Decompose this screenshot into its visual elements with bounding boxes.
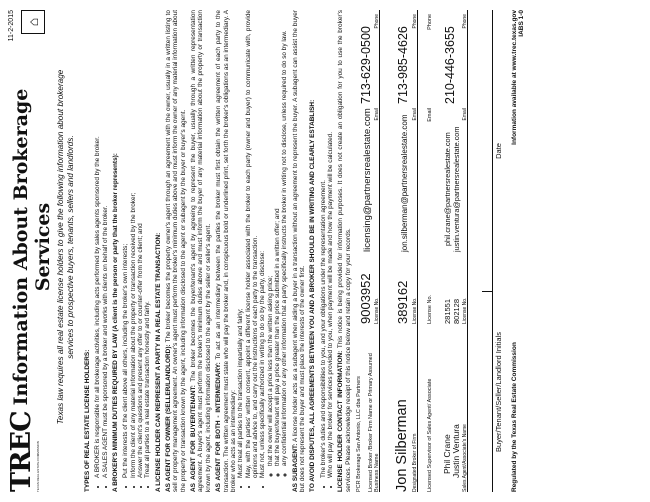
list-item: ◦ that the owner will accept a price less than the written asking price; (267, 10, 274, 466)
designated-broker-cell (389, 324, 417, 492)
initials-label: Buyer/Tenant/Seller/Landlord Initials (494, 331, 503, 453)
broker-email-value: licensing@partnersrealestate.com (362, 108, 373, 252)
list-item: • Answer the client's questions and present any offer to or counter-offer from the client; and (137, 10, 144, 478)
form-date: 11-2-2015 (8, 10, 15, 42)
contact-info-paragraph (337, 10, 352, 492)
sales-license-1: 281551 (443, 298, 452, 324)
logo-text: TREC (6, 411, 37, 492)
owner-paragraph (165, 10, 187, 492)
subagent-text: A license holder acts as a subagent when aiding a buyer in a transaction without an agreement to represent the buyer. A subagent can assist the buyer but does not represent the buyer and must place the interests of the owner first. (291, 10, 306, 492)
disputes-list (320, 10, 335, 492)
broker-license-cell (355, 252, 379, 324)
duties-heading: A BROKER'S MINIMUM DUTIES REQUIRED BY LAW (A client is the person or party that the broker represents): (112, 153, 120, 492)
sales-email-2: justin.ventura@partnersrealestate.com (452, 126, 461, 252)
designated-email-cell (389, 104, 417, 252)
sales-agent-row (427, 10, 468, 492)
owner-head: AS AGENT FOR OWNER (SELLER/LANDLORD): (165, 344, 173, 492)
designated-broker-caption: Designated Broker of Firm (412, 433, 418, 492)
list-item: • Inform the client of any material information about the property or transaction received by the broker; (130, 10, 137, 478)
sales-email-1: phil.crane@partnersrealestate.com (443, 132, 452, 246)
document-footer (511, 10, 525, 492)
broker-license-caption: License No. (374, 297, 380, 324)
sales-phone-cell (427, 10, 467, 104)
list-item: • May, with the parties' written consent, appoint a different license holder associated with the broker to each party (owner and buyer) to communicate with, provide opinions and advice to, and carry out the instructions of each party to the transaction. (245, 10, 260, 478)
buyer-head: AS AGENT FOR BUYER/TENANT: (190, 385, 198, 492)
types-list (94, 10, 109, 492)
page-title: Information About Brokerage Services (10, 88, 54, 406)
broker-phone-cell (355, 10, 379, 104)
broker-phone-value: 713-629-0500 (359, 26, 373, 104)
broker-email-caption: Email (374, 108, 380, 121)
initials-box[interactable] (482, 291, 492, 492)
sales-agent-name-2: Justin Ventura (451, 424, 461, 478)
sales-email-caption: Email (462, 108, 468, 121)
sales-agent-cell (427, 324, 467, 492)
sales-phone-top-caption: Phone (427, 14, 433, 30)
logo-subtext: TEXAS REAL ESTATE COMMISSION (36, 441, 40, 492)
sales-email-cell (427, 104, 467, 252)
document-body (84, 10, 352, 492)
list-item: • Must not, unless specifically authorized in writing to do so by the party, disclose: (259, 10, 266, 478)
both-head: AS AGENT FOR BOTH - INTERMEDIARY: (215, 362, 223, 492)
list-item: • A SALES AGENT must be sponsored by a broker and works with clients on behalf of the broker. (102, 10, 109, 478)
broker-firm-cell (355, 324, 379, 492)
buyer-paragraph (190, 10, 212, 492)
broker-license-value: 9003952 (358, 273, 373, 324)
initials-captions (494, 10, 503, 492)
represent-heading: A LICENSE HOLDER CAN REPRESENT A PARTY IN A REAL ESTATE TRANSACTION: (154, 232, 162, 492)
types-heading: TYPES OF REAL ESTATE LICENSE HOLDERS: (84, 349, 91, 492)
title-block (8, 62, 76, 432)
supervisor-caption: Licensed Supervisor of Sales Agent/ Associate (427, 378, 433, 492)
broker-firm-row (355, 10, 380, 492)
footer-info: Information available at www.trec.texas.gov (511, 10, 518, 145)
form-id: IABS 1-0 (518, 10, 525, 37)
broker-email-cell (355, 104, 379, 252)
sales-agent-caption: Sales Agent/Associate's Name (462, 424, 468, 492)
list-item: • The broker's duties and responsibilities to you, and your obligations under the representation agreement. (320, 10, 327, 478)
sales-license-top-caption: License No. (427, 294, 433, 324)
designated-broker-row (389, 10, 418, 492)
subagent-paragraph (292, 10, 307, 492)
list-item: • A BROKER is responsible for all brokerage activities, including acts performed by sales agents sponsored by the broker. (94, 10, 101, 478)
list-item: ◦ that the buyer/tenant will pay a price greater than the price submitted in a written offer; and (274, 10, 281, 466)
duties-list (122, 10, 151, 492)
designated-license-cell (389, 252, 417, 324)
designated-phone-cell (389, 10, 417, 104)
designated-email-value: jon.silberman@partnersrealestate.com (400, 114, 409, 252)
sales-agent-name-1: Phil Crane (442, 434, 452, 474)
date-label: Date (494, 143, 503, 159)
both-sublist (267, 10, 289, 492)
contact-info-head: LICENSE HOLDER CONTACT INFORMATION: (337, 350, 345, 492)
initials-line (482, 10, 493, 492)
both-list (237, 10, 266, 492)
trec-logo (6, 411, 40, 492)
owner-text: The broker becomes the property owner's agent through an agreement with the owner, usually in a written listing to sell or property management agreement. An owner's agent must perform the broker's minimum duties above and must inform the owner of any material information about the property or transaction known by the agent, including information disclosed to the agent or subagent by the buyer or buyer's agent. (165, 10, 187, 492)
document-header (8, 10, 76, 492)
list-item: ◦ any confidential information or any other information that a party specifically instructs the broker in writing not to disclose, unless required to do so by law. (281, 10, 288, 466)
sales-license-caption: License No. (462, 297, 468, 324)
list-item: • Who will pay the broker for services provided to you, when payment will be made and how the payment will be calculated. (327, 10, 334, 478)
designated-license-value: 389162 (395, 280, 410, 324)
broker-phone-caption: Phone (374, 14, 380, 29)
designated-email-caption: Email (412, 108, 418, 121)
date-box[interactable] (482, 10, 492, 291)
both-text: To act as an intermediary between the parties the broker must first obtain the written agreement of each party to the transaction. The written agreement must state who will pay the broker and, in conspicuous bold or underlined print, set forth the broker's obligations as an intermediary. A broker who acts as an intermediary: (215, 10, 237, 492)
broker-firm-caption: Licensed Broker /Broker Firm Name or Primary Assumed Business Name (368, 353, 380, 492)
page-subtitle: Texas law requires all real estate license holders to give the following information about brokerage services to prospective buyers, tenants, sellers and landlords. (56, 69, 75, 425)
sales-phone-caption: Phone (462, 14, 468, 29)
footer-right (511, 10, 525, 145)
sales-email-top-caption: Email (427, 108, 433, 122)
header-meta (8, 10, 45, 62)
sales-license-cell (427, 252, 467, 324)
disputes-heading: TO AVOID DISPUTES, ALL AGREEMENTS BETWEEN YOU AND A BROKER SHOULD BE IN WRITING AND CLEARLY ESTABLISH: (309, 99, 317, 492)
designated-phone-caption: Phone (412, 14, 418, 29)
buyer-text: The broker becomes the buyer/tenant's agent by agreeing to represent the buyer, usually through a written representation agreement. A buyer's agent must perform the broker's minimum duties above and must inform the buyer of any material information about the property or transaction known by the agent, including information disclosed to the agent by the seller or seller's agent. (190, 10, 212, 492)
list-item: • Put the interests of the client above all others, including the broker's own interests; (122, 10, 129, 478)
contact-info-text: This notice is being provided for information purposes. It does not create an obligation for you to use the broker's services. Please acknowledge receipt of this notice below and retain a copy for your records. (337, 10, 352, 492)
designated-license-caption: License No. (412, 297, 418, 324)
sales-license-2: 802128 (452, 298, 461, 324)
footer-regulated: Regulated by the Texas Real Estate Commission (511, 342, 518, 492)
both-paragraph (215, 10, 237, 492)
broker-firm-name: PCR Brokerage San Antonio, LLC dba Partners (356, 376, 362, 492)
designated-phone-value: 713-985-4626 (396, 26, 410, 104)
sales-phone-value: 210-446-3655 (443, 26, 457, 104)
equal-housing-icon: ⌂ (21, 10, 45, 34)
subagent-head: AS SUBAGENT: (291, 443, 299, 492)
list-item: • Treat all parties to a real estate transaction honestly and fairly. (144, 10, 151, 478)
contact-table (355, 10, 468, 492)
list-item: • Must treat all parties to the transaction impartially and fairly; (237, 10, 244, 478)
designated-broker-name: Jon Silberman (394, 399, 410, 492)
